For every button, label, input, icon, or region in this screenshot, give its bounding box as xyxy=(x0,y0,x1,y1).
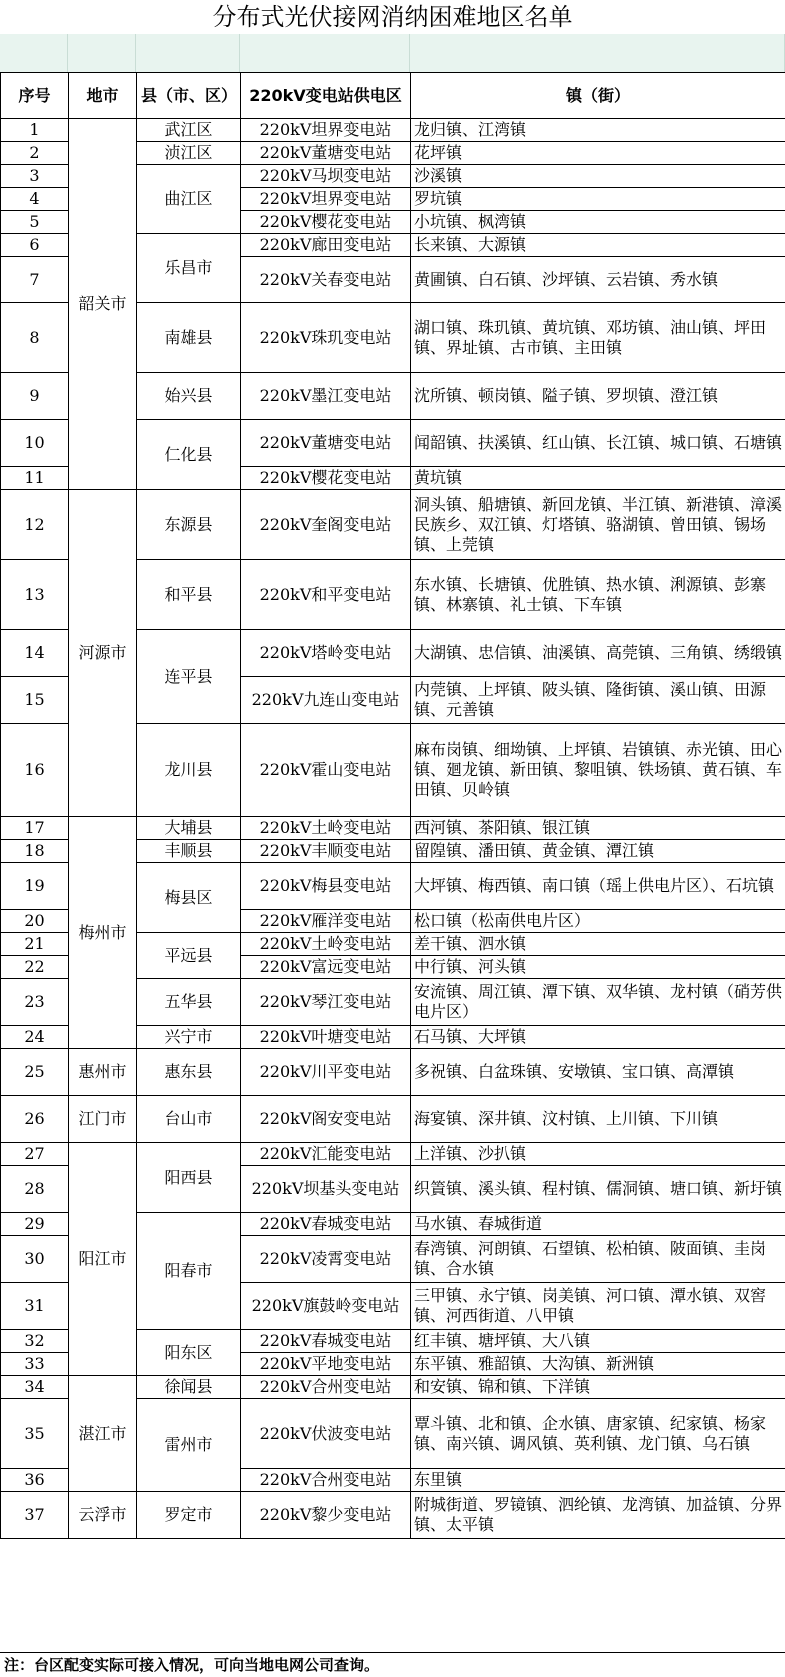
towns-cell: 黄圃镇、白石镇、沙坪镇、云岩镇、秀水镇 xyxy=(411,257,785,303)
seq-cell: 37 xyxy=(1,1492,69,1539)
county-cell: 大埔县 xyxy=(137,817,241,840)
towns-cell: 覃斗镇、北和镇、企水镇、唐家镇、纪家镇、杨家镇、南兴镇、调风镇、英利镇、龙门镇、乌石镇 xyxy=(411,1399,785,1469)
seq-cell: 10 xyxy=(1,420,69,467)
blank-spreadsheet-row xyxy=(0,34,785,72)
seq-cell: 6 xyxy=(1,234,69,257)
towns-cell: 松口镇（松南供电片区） xyxy=(411,910,785,933)
county-cell: 阳西县 xyxy=(137,1143,241,1213)
towns-cell: 大湖镇、忠信镇、油溪镇、高莞镇、三角镇、绣缎镇 xyxy=(411,630,785,677)
county-cell: 兴宁市 xyxy=(137,1026,241,1049)
substation-cell: 220kV合州变电站 xyxy=(241,1469,411,1492)
substation-cell: 220kV琴江变电站 xyxy=(241,979,411,1026)
substation-cell: 220kV阁安变电站 xyxy=(241,1096,411,1143)
county-cell: 曲江区 xyxy=(137,165,241,234)
towns-cell: 湖口镇、珠玑镇、黄坑镇、邓坊镇、油山镇、坪田镇、界址镇、古市镇、主田镇 xyxy=(411,303,785,373)
seq-cell: 19 xyxy=(1,863,69,910)
substation-cell: 220kV黎少变电站 xyxy=(241,1492,411,1539)
substation-cell: 220kV春城变电站 xyxy=(241,1213,411,1236)
seq-cell: 13 xyxy=(1,560,69,630)
seq-cell: 35 xyxy=(1,1399,69,1469)
substation-cell: 220kV董塘变电站 xyxy=(241,420,411,467)
substation-cell: 220kV富远变电站 xyxy=(241,956,411,979)
towns-cell: 闻韶镇、扶溪镇、红山镇、长江镇、城口镇、石塘镇 xyxy=(411,420,785,467)
towns-cell: 小坑镇、枫湾镇 xyxy=(411,211,785,234)
towns-cell: 西河镇、茶阳镇、银江镇 xyxy=(411,817,785,840)
county-cell: 惠东县 xyxy=(137,1049,241,1096)
seq-cell: 26 xyxy=(1,1096,69,1143)
substation-cell: 220kV塔岭变电站 xyxy=(241,630,411,677)
substation-cell: 220kV梅县变电站 xyxy=(241,863,411,910)
towns-cell: 麻布岗镇、细坳镇、上坪镇、岩镇镇、赤光镇、田心镇、廻龙镇、新田镇、黎咀镇、铁场镇、黄石镇、车田镇、贝岭镇 xyxy=(411,724,785,817)
county-cell: 徐闻县 xyxy=(137,1376,241,1399)
seq-cell: 30 xyxy=(1,1236,69,1283)
towns-cell: 长来镇、大源镇 xyxy=(411,234,785,257)
seq-cell: 3 xyxy=(1,165,69,188)
seq-cell: 28 xyxy=(1,1166,69,1213)
towns-cell: 东水镇、长塘镇、优胜镇、热水镇、浰源镇、彭寨镇、林寨镇、礼士镇、下车镇 xyxy=(411,560,785,630)
substation-cell: 220kV旗鼓岭变电站 xyxy=(241,1283,411,1330)
seq-cell: 36 xyxy=(1,1469,69,1492)
table-row xyxy=(1,1492,785,1539)
seq-cell: 34 xyxy=(1,1376,69,1399)
table-row xyxy=(1,817,785,840)
substation-cell: 220kV九连山变电站 xyxy=(241,677,411,724)
substation-cell: 220kV合州变电站 xyxy=(241,1376,411,1399)
towns-cell: 春湾镇、河朗镇、石望镇、松柏镇、陂面镇、圭岗镇、合水镇 xyxy=(411,1236,785,1283)
seq-cell: 2 xyxy=(1,142,69,165)
towns-cell: 罗坑镇 xyxy=(411,188,785,211)
substation-cell: 220kV樱花变电站 xyxy=(241,211,411,234)
towns-cell: 马水镇、春城街道 xyxy=(411,1213,785,1236)
substation-cell: 220kV霍山变电站 xyxy=(241,724,411,817)
towns-cell: 上洋镇、沙扒镇 xyxy=(411,1143,785,1166)
seq-cell: 18 xyxy=(1,840,69,863)
towns-cell: 东平镇、雅韶镇、大沟镇、新洲镇 xyxy=(411,1353,785,1376)
substation-cell: 220kV坦界变电站 xyxy=(241,119,411,142)
county-cell: 连平县 xyxy=(137,630,241,724)
table-row xyxy=(1,1143,785,1166)
seq-cell: 12 xyxy=(1,490,69,560)
seq-cell: 8 xyxy=(1,303,69,373)
seq-cell: 23 xyxy=(1,979,69,1026)
seq-cell: 24 xyxy=(1,1026,69,1049)
seq-cell: 25 xyxy=(1,1049,69,1096)
header-towns: 镇（街） xyxy=(411,73,785,119)
substation-cell: 220kV奎阁变电站 xyxy=(241,490,411,560)
towns-cell: 安流镇、周江镇、潭下镇、双华镇、龙村镇（硝芳供电片区） xyxy=(411,979,785,1026)
towns-cell: 东里镇 xyxy=(411,1469,785,1492)
seq-cell: 27 xyxy=(1,1143,69,1166)
table-row xyxy=(1,119,785,142)
towns-cell: 留隍镇、潘田镇、黄金镇、潭江镇 xyxy=(411,840,785,863)
county-cell: 东源县 xyxy=(137,490,241,560)
county-cell: 台山市 xyxy=(137,1096,241,1143)
city-cell: 梅州市 xyxy=(69,817,137,1049)
towns-cell: 海宴镇、深井镇、汶村镇、上川镇、下川镇 xyxy=(411,1096,785,1143)
seq-cell: 7 xyxy=(1,257,69,303)
substation-cell: 220kV平地变电站 xyxy=(241,1353,411,1376)
substation-cell: 220kV伏波变电站 xyxy=(241,1399,411,1469)
substation-cell: 220kV和平变电站 xyxy=(241,560,411,630)
region-table xyxy=(0,72,785,1539)
seq-cell: 4 xyxy=(1,188,69,211)
header-seq: 序号 xyxy=(1,73,69,119)
seq-cell: 21 xyxy=(1,933,69,956)
header-row xyxy=(1,73,785,119)
towns-cell: 洞头镇、船塘镇、新回龙镇、半江镇、新港镇、漳溪民族乡、双江镇、灯塔镇、骆湖镇、曾田镇、锡场镇、上莞镇 xyxy=(411,490,785,560)
towns-cell: 差干镇、泗水镇 xyxy=(411,933,785,956)
county-cell: 仁化县 xyxy=(137,420,241,490)
county-cell: 梅县区 xyxy=(137,863,241,933)
city-cell: 湛江市 xyxy=(69,1376,137,1492)
city-cell: 阳江市 xyxy=(69,1143,137,1376)
substation-cell: 220kV珠玑变电站 xyxy=(241,303,411,373)
county-cell: 始兴县 xyxy=(137,373,241,420)
county-cell: 罗定市 xyxy=(137,1492,241,1539)
page-title: 分布式光伏接网消纳困难地区名单 xyxy=(0,0,785,34)
table-row xyxy=(1,1376,785,1399)
substation-cell: 220kV春城变电站 xyxy=(241,1330,411,1353)
towns-cell: 三甲镇、永宁镇、岗美镇、河口镇、潭水镇、双窖镇、河西街道、八甲镇 xyxy=(411,1283,785,1330)
header-substation: 220kV变电站供电区 xyxy=(241,73,411,119)
towns-cell: 黄坑镇 xyxy=(411,467,785,490)
city-cell: 江门市 xyxy=(69,1096,137,1143)
county-cell: 雷州市 xyxy=(137,1399,241,1492)
seq-cell: 9 xyxy=(1,373,69,420)
substation-cell: 220kV川平变电站 xyxy=(241,1049,411,1096)
towns-cell: 花坪镇 xyxy=(411,142,785,165)
county-cell: 丰顺县 xyxy=(137,840,241,863)
table-row xyxy=(1,1096,785,1143)
towns-cell: 中行镇、河头镇 xyxy=(411,956,785,979)
substation-cell: 220kV坦界变电站 xyxy=(241,188,411,211)
towns-cell: 沈所镇、顿岗镇、隘子镇、罗坝镇、澄江镇 xyxy=(411,373,785,420)
city-cell: 韶关市 xyxy=(69,119,137,490)
towns-cell: 沙溪镇 xyxy=(411,165,785,188)
substation-cell: 220kV凌霄变电站 xyxy=(241,1236,411,1283)
county-cell: 乐昌市 xyxy=(137,234,241,303)
city-cell: 云浮市 xyxy=(69,1492,137,1539)
seq-cell: 17 xyxy=(1,817,69,840)
towns-cell: 附城街道、罗镜镇、泗纶镇、龙湾镇、加益镇、分界镇、太平镇 xyxy=(411,1492,785,1539)
substation-cell: 220kV廊田变电站 xyxy=(241,234,411,257)
towns-cell: 内莞镇、上坪镇、陂头镇、隆街镇、溪山镇、田源镇、元善镇 xyxy=(411,677,785,724)
county-cell: 五华县 xyxy=(137,979,241,1026)
seq-cell: 1 xyxy=(1,119,69,142)
header-county: 县（市、区） xyxy=(137,73,241,119)
substation-cell: 220kV马坝变电站 xyxy=(241,165,411,188)
towns-cell: 大坪镇、梅西镇、南口镇（瑶上供电片区）、石坑镇 xyxy=(411,863,785,910)
towns-cell: 红丰镇、塘坪镇、大八镇 xyxy=(411,1330,785,1353)
seq-cell: 14 xyxy=(1,630,69,677)
substation-cell: 220kV关春变电站 xyxy=(241,257,411,303)
county-cell: 武江区 xyxy=(137,119,241,142)
city-cell: 惠州市 xyxy=(69,1049,137,1096)
towns-cell: 和安镇、锦和镇、下洋镇 xyxy=(411,1376,785,1399)
table-row xyxy=(1,1049,785,1096)
county-cell: 阳春市 xyxy=(137,1213,241,1330)
seq-cell: 33 xyxy=(1,1353,69,1376)
substation-cell: 220kV土岭变电站 xyxy=(241,817,411,840)
table-row xyxy=(1,490,785,560)
footnote: 注：台区配变实际可接入情况，可向当地电网公司查询。 xyxy=(0,1652,785,1676)
seq-cell: 31 xyxy=(1,1283,69,1330)
county-cell: 平远县 xyxy=(137,933,241,979)
towns-cell: 织篢镇、溪头镇、程村镇、儒洞镇、塘口镇、新圩镇 xyxy=(411,1166,785,1213)
seq-cell: 5 xyxy=(1,211,69,234)
seq-cell: 20 xyxy=(1,910,69,933)
substation-cell: 220kV土岭变电站 xyxy=(241,933,411,956)
substation-cell: 220kV樱花变电站 xyxy=(241,467,411,490)
city-cell: 河源市 xyxy=(69,490,137,817)
substation-cell: 220kV丰顺变电站 xyxy=(241,840,411,863)
county-cell: 浈江区 xyxy=(137,142,241,165)
substation-cell: 220kV坝基头变电站 xyxy=(241,1166,411,1213)
substation-cell: 220kV雁洋变电站 xyxy=(241,910,411,933)
county-cell: 和平县 xyxy=(137,560,241,630)
county-cell: 龙川县 xyxy=(137,724,241,817)
towns-cell: 龙归镇、江湾镇 xyxy=(411,119,785,142)
towns-cell: 多祝镇、白盆珠镇、安墩镇、宝口镇、高潭镇 xyxy=(411,1049,785,1096)
county-cell: 阳东区 xyxy=(137,1330,241,1376)
seq-cell: 11 xyxy=(1,467,69,490)
seq-cell: 32 xyxy=(1,1330,69,1353)
towns-cell: 石马镇、大坪镇 xyxy=(411,1026,785,1049)
header-city: 地市 xyxy=(69,73,137,119)
seq-cell: 29 xyxy=(1,1213,69,1236)
seq-cell: 16 xyxy=(1,724,69,817)
substation-cell: 220kV董塘变电站 xyxy=(241,142,411,165)
seq-cell: 15 xyxy=(1,677,69,724)
substation-cell: 220kV墨江变电站 xyxy=(241,373,411,420)
substation-cell: 220kV叶塘变电站 xyxy=(241,1026,411,1049)
county-cell: 南雄县 xyxy=(137,303,241,373)
substation-cell: 220kV汇能变电站 xyxy=(241,1143,411,1166)
seq-cell: 22 xyxy=(1,956,69,979)
